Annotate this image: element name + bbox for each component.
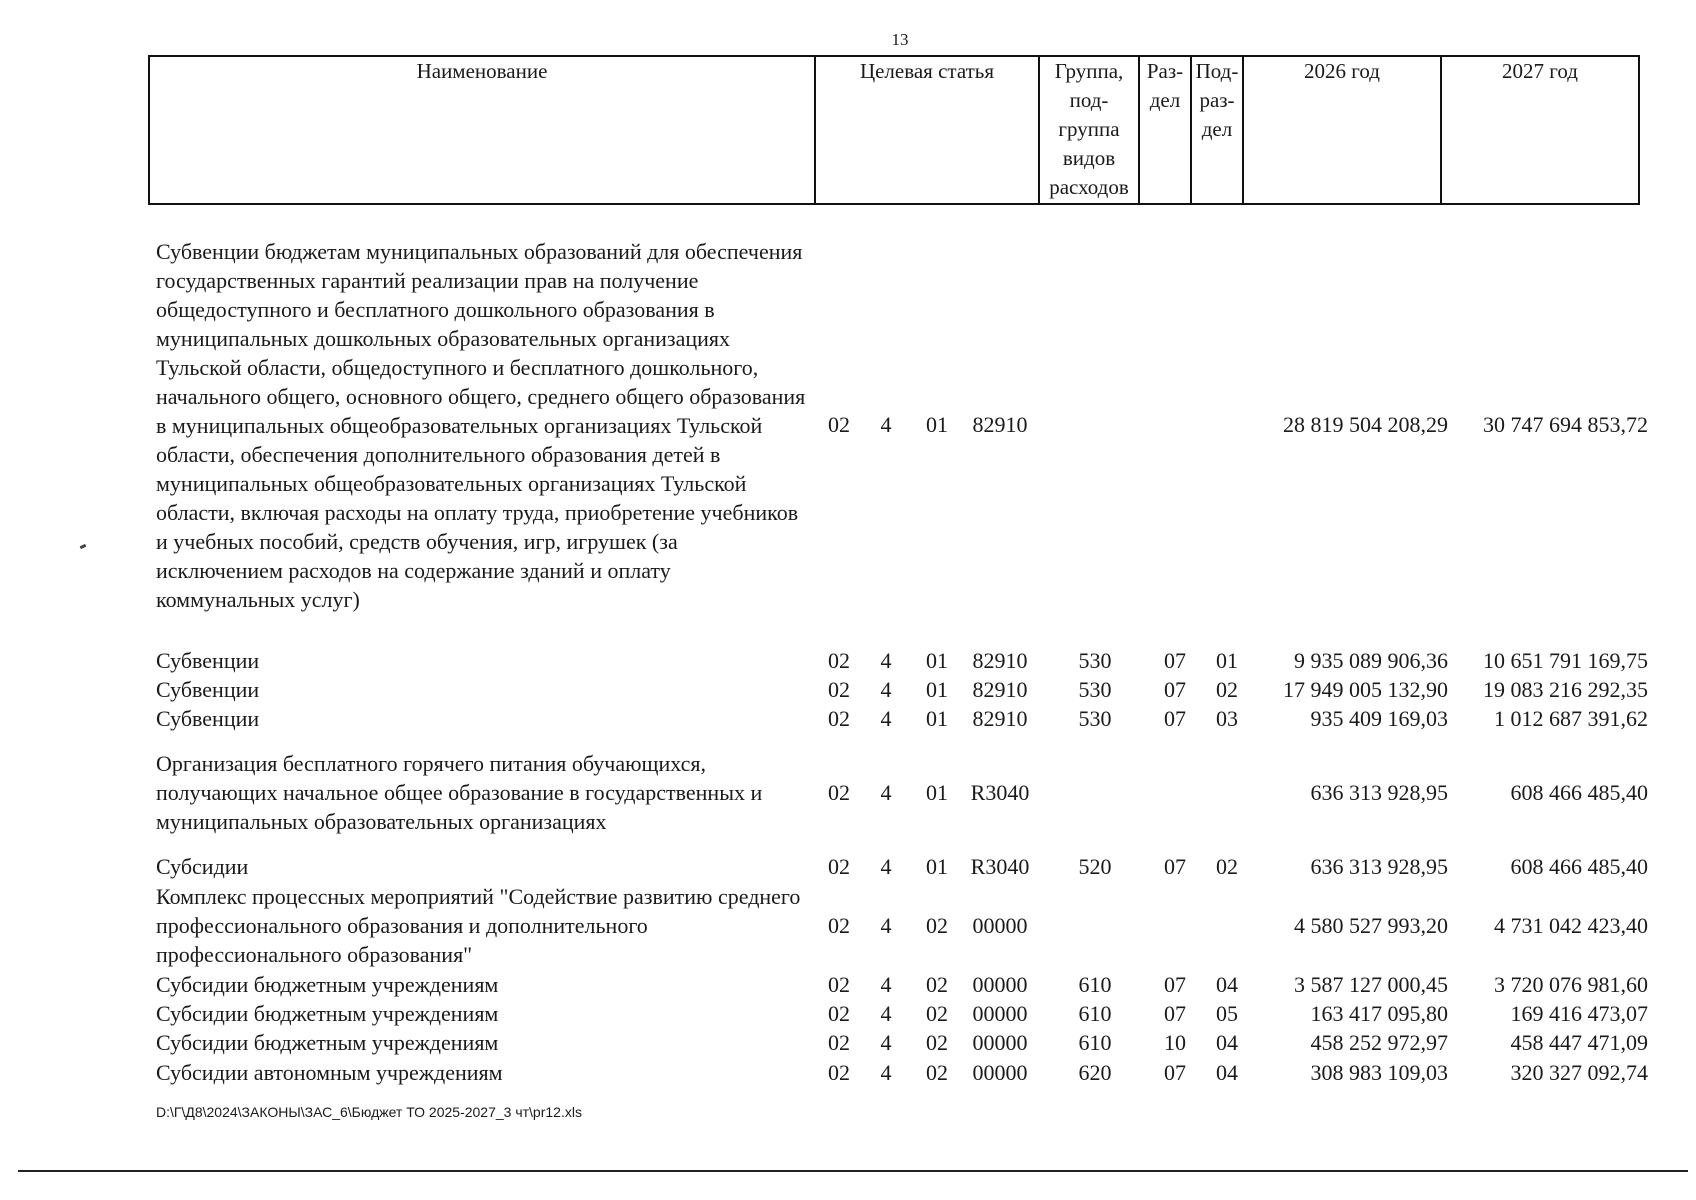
row-code-type: 4 bbox=[880, 1060, 892, 1085]
row-amount-2026: 935 409 169,03 bbox=[1310, 706, 1448, 731]
page-number: 13 bbox=[891, 30, 909, 49]
row-podrazdel: 02 bbox=[1216, 854, 1238, 879]
row-code-complex: 01 bbox=[926, 854, 948, 879]
header-gruppa-line: Группа, bbox=[1054, 59, 1124, 83]
row-code-complex: 01 bbox=[926, 706, 948, 731]
row-code-direction: R3040 bbox=[970, 854, 1030, 879]
row-name: Субвенции bbox=[156, 648, 260, 673]
row-code-direction: 82910 bbox=[972, 648, 1028, 673]
row-code-program: 02 bbox=[828, 913, 850, 938]
row-code-type: 4 bbox=[880, 780, 892, 805]
row-code-program: 02 bbox=[828, 1060, 850, 1085]
row-razdel: 07 bbox=[1164, 706, 1186, 731]
row-name: Субвенции бюджетам муниципальных образований для обеспечения государственных гарантий реализации прав на получение общедоступного и бесплатного дошкольного образования в муниципальных дошкольных образовательных организациях Тульской области, общедоступного и бесплатного дошкольного, начального общего, основного общего, среднего общего образования в муниципальных общеобразовательных организациях Тульской области, обеспечения дополнительного образования детей в муниципальных общеобразовательных организациях Тульской области, включая расходы на оплату труда, приобретение учебников и учебных пособий, средств обучения, игр, игрушек (за исключением расходов на содержание зданий и оплату коммунальных услуг) bbox=[156, 239, 806, 612]
row-code-type: 4 bbox=[880, 648, 892, 673]
row-amount-2027: 608 466 485,40 bbox=[1510, 780, 1648, 805]
row-amount-2027: 1 012 687 391,62 bbox=[1494, 706, 1648, 731]
row-code-complex: 02 bbox=[926, 913, 948, 938]
row-group: 530 bbox=[1078, 706, 1112, 731]
row-podrazdel: 05 bbox=[1216, 1001, 1238, 1026]
header-gruppa-line: группа bbox=[1058, 117, 1120, 141]
row-group: 610 bbox=[1078, 1001, 1112, 1026]
row-code-direction: 82910 bbox=[972, 412, 1028, 437]
row-code-type: 4 bbox=[880, 913, 892, 938]
row-name: Субсидии bbox=[156, 854, 249, 879]
row-code-complex: 02 bbox=[926, 1001, 948, 1026]
row-code-complex: 01 bbox=[926, 648, 948, 673]
row-razdel: 07 bbox=[1164, 648, 1186, 673]
row-code-program: 02 bbox=[828, 677, 850, 702]
row-code-program: 02 bbox=[828, 780, 850, 805]
row-amount-2026: 636 313 928,95 bbox=[1310, 780, 1448, 805]
header-razdel-line: Раз- bbox=[1146, 59, 1184, 83]
row-code-direction: 00000 bbox=[972, 1001, 1028, 1026]
row-code-type: 4 bbox=[880, 1030, 892, 1055]
row-code-direction: 00000 bbox=[972, 1060, 1028, 1085]
row-name: Субсидии бюджетным учреждениям bbox=[156, 1030, 499, 1055]
row-code-complex: 01 bbox=[926, 780, 948, 805]
row-group: 620 bbox=[1078, 1060, 1112, 1085]
row-code-complex: 02 bbox=[926, 1060, 948, 1085]
row-code-type: 4 bbox=[880, 706, 892, 731]
row-group: 520 bbox=[1078, 854, 1112, 879]
row-amount-2027: 10 651 791 169,75 bbox=[1483, 648, 1648, 673]
row-code-type: 4 bbox=[880, 972, 892, 997]
row-code-direction: 82910 bbox=[972, 706, 1028, 731]
row-podrazdel: 02 bbox=[1216, 677, 1238, 702]
row-amount-2026: 4 580 527 993,20 bbox=[1294, 913, 1448, 938]
row-code-program: 02 bbox=[828, 972, 850, 997]
row-group: 530 bbox=[1078, 648, 1112, 673]
row-razdel: 10 bbox=[1164, 1030, 1186, 1055]
row-name: Организация бесплатного горячего питания обучающихся, получающих начальное общее образование в государственных и муниципальных образовательных организациях bbox=[156, 751, 763, 834]
header-podrazdel-line: раз- bbox=[1199, 88, 1235, 112]
row-podrazdel: 04 bbox=[1216, 1060, 1238, 1085]
row-code-complex: 01 bbox=[926, 677, 948, 702]
row-amount-2026: 17 949 005 132,90 bbox=[1283, 677, 1448, 702]
row-code-direction: 00000 bbox=[972, 972, 1028, 997]
row-amount-2027: 30 747 694 853,72 bbox=[1483, 412, 1648, 437]
row-amount-2027: 4 731 042 423,40 bbox=[1494, 913, 1648, 938]
row-code-type: 4 bbox=[880, 412, 892, 437]
row-razdel: 07 bbox=[1164, 1001, 1186, 1026]
row-amount-2026: 458 252 972,97 bbox=[1310, 1030, 1448, 1055]
row-code-type: 4 bbox=[880, 1001, 892, 1026]
file-path-footer: D:\Г\Д8\2024\ЗАКОНЫ\ЗАС_6\Бюджет ТО 2025-2027_3 чт\pr12.xls bbox=[156, 1104, 582, 1120]
header-razdel-line: дел bbox=[1149, 88, 1181, 112]
row-amount-2027: 608 466 485,40 bbox=[1510, 854, 1648, 879]
header-gruppa-line: под- bbox=[1069, 88, 1109, 112]
row-code-direction: 00000 bbox=[972, 1030, 1028, 1055]
header-podrazdel-line: дел bbox=[1201, 117, 1233, 141]
header-naimenovanie: Наименование bbox=[149, 56, 815, 204]
row-code-complex: 02 bbox=[926, 972, 948, 997]
row-razdel: 07 bbox=[1164, 972, 1186, 997]
row-amount-2026: 28 819 504 208,29 bbox=[1283, 412, 1448, 437]
row-code-program: 02 bbox=[828, 1030, 850, 1055]
row-code-program: 02 bbox=[828, 412, 850, 437]
header-gruppa-line: расходов bbox=[1049, 175, 1129, 199]
row-code-program: 02 bbox=[828, 648, 850, 673]
row-podrazdel: 03 bbox=[1216, 706, 1238, 731]
row-name: Субсидии автономным учреждениям bbox=[156, 1060, 503, 1085]
row-amount-2026: 163 417 095,80 bbox=[1310, 1001, 1448, 1026]
header-gruppa-line: видов bbox=[1062, 146, 1116, 170]
row-group: 610 bbox=[1078, 972, 1112, 997]
row-amount-2027: 320 327 092,74 bbox=[1510, 1060, 1648, 1085]
row-code-program: 02 bbox=[828, 1001, 850, 1026]
row-name: Комплекс процессных мероприятий "Содействие развитию среднего профессионального образования и дополнительного профессионального образования" bbox=[156, 884, 801, 967]
row-code-direction: R3040 bbox=[970, 780, 1030, 805]
row-amount-2027: 19 083 216 292,35 bbox=[1483, 677, 1648, 702]
row-amount-2026: 308 983 109,03 bbox=[1310, 1060, 1448, 1085]
row-amount-2026: 636 313 928,95 bbox=[1310, 854, 1448, 879]
row-razdel: 07 bbox=[1164, 1060, 1186, 1085]
row-code-complex: 01 bbox=[926, 412, 948, 437]
row-name: Субсидии бюджетным учреждениям bbox=[156, 972, 499, 997]
header-podrazdel-line: Под- bbox=[1195, 59, 1239, 83]
header-year-2027: 2027 год bbox=[1441, 56, 1639, 204]
header-year-2026: 2026 год bbox=[1243, 56, 1441, 204]
row-code-type: 4 bbox=[880, 677, 892, 702]
row-razdel: 07 bbox=[1164, 677, 1186, 702]
row-code-type: 4 bbox=[880, 854, 892, 879]
row-name: Субсидии бюджетным учреждениям bbox=[156, 1001, 499, 1026]
row-podrazdel: 04 bbox=[1216, 972, 1238, 997]
row-name: Субвенции bbox=[156, 677, 260, 702]
row-podrazdel: 04 bbox=[1216, 1030, 1238, 1055]
row-amount-2026: 3 587 127 000,45 bbox=[1294, 972, 1448, 997]
row-code-direction: 00000 bbox=[972, 913, 1028, 938]
row-code-program: 02 bbox=[828, 706, 850, 731]
row-code-complex: 02 bbox=[926, 1030, 948, 1055]
row-group: 530 bbox=[1078, 677, 1112, 702]
row-code-program: 02 bbox=[828, 854, 850, 879]
row-amount-2027: 3 720 076 981,60 bbox=[1494, 972, 1648, 997]
row-podrazdel: 01 bbox=[1216, 648, 1238, 673]
row-group: 610 bbox=[1078, 1030, 1112, 1055]
bottom-divider bbox=[18, 1170, 1688, 1172]
header-tselevaya-statya: Целевая статья bbox=[815, 56, 1039, 204]
row-amount-2027: 458 447 471,09 bbox=[1510, 1030, 1648, 1055]
row-amount-2026: 9 935 089 906,36 bbox=[1294, 648, 1448, 673]
row-razdel: 07 bbox=[1164, 854, 1186, 879]
row-code-direction: 82910 bbox=[972, 677, 1028, 702]
row-name: Субвенции bbox=[156, 706, 260, 731]
row-amount-2027: 169 416 473,07 bbox=[1510, 1001, 1648, 1026]
